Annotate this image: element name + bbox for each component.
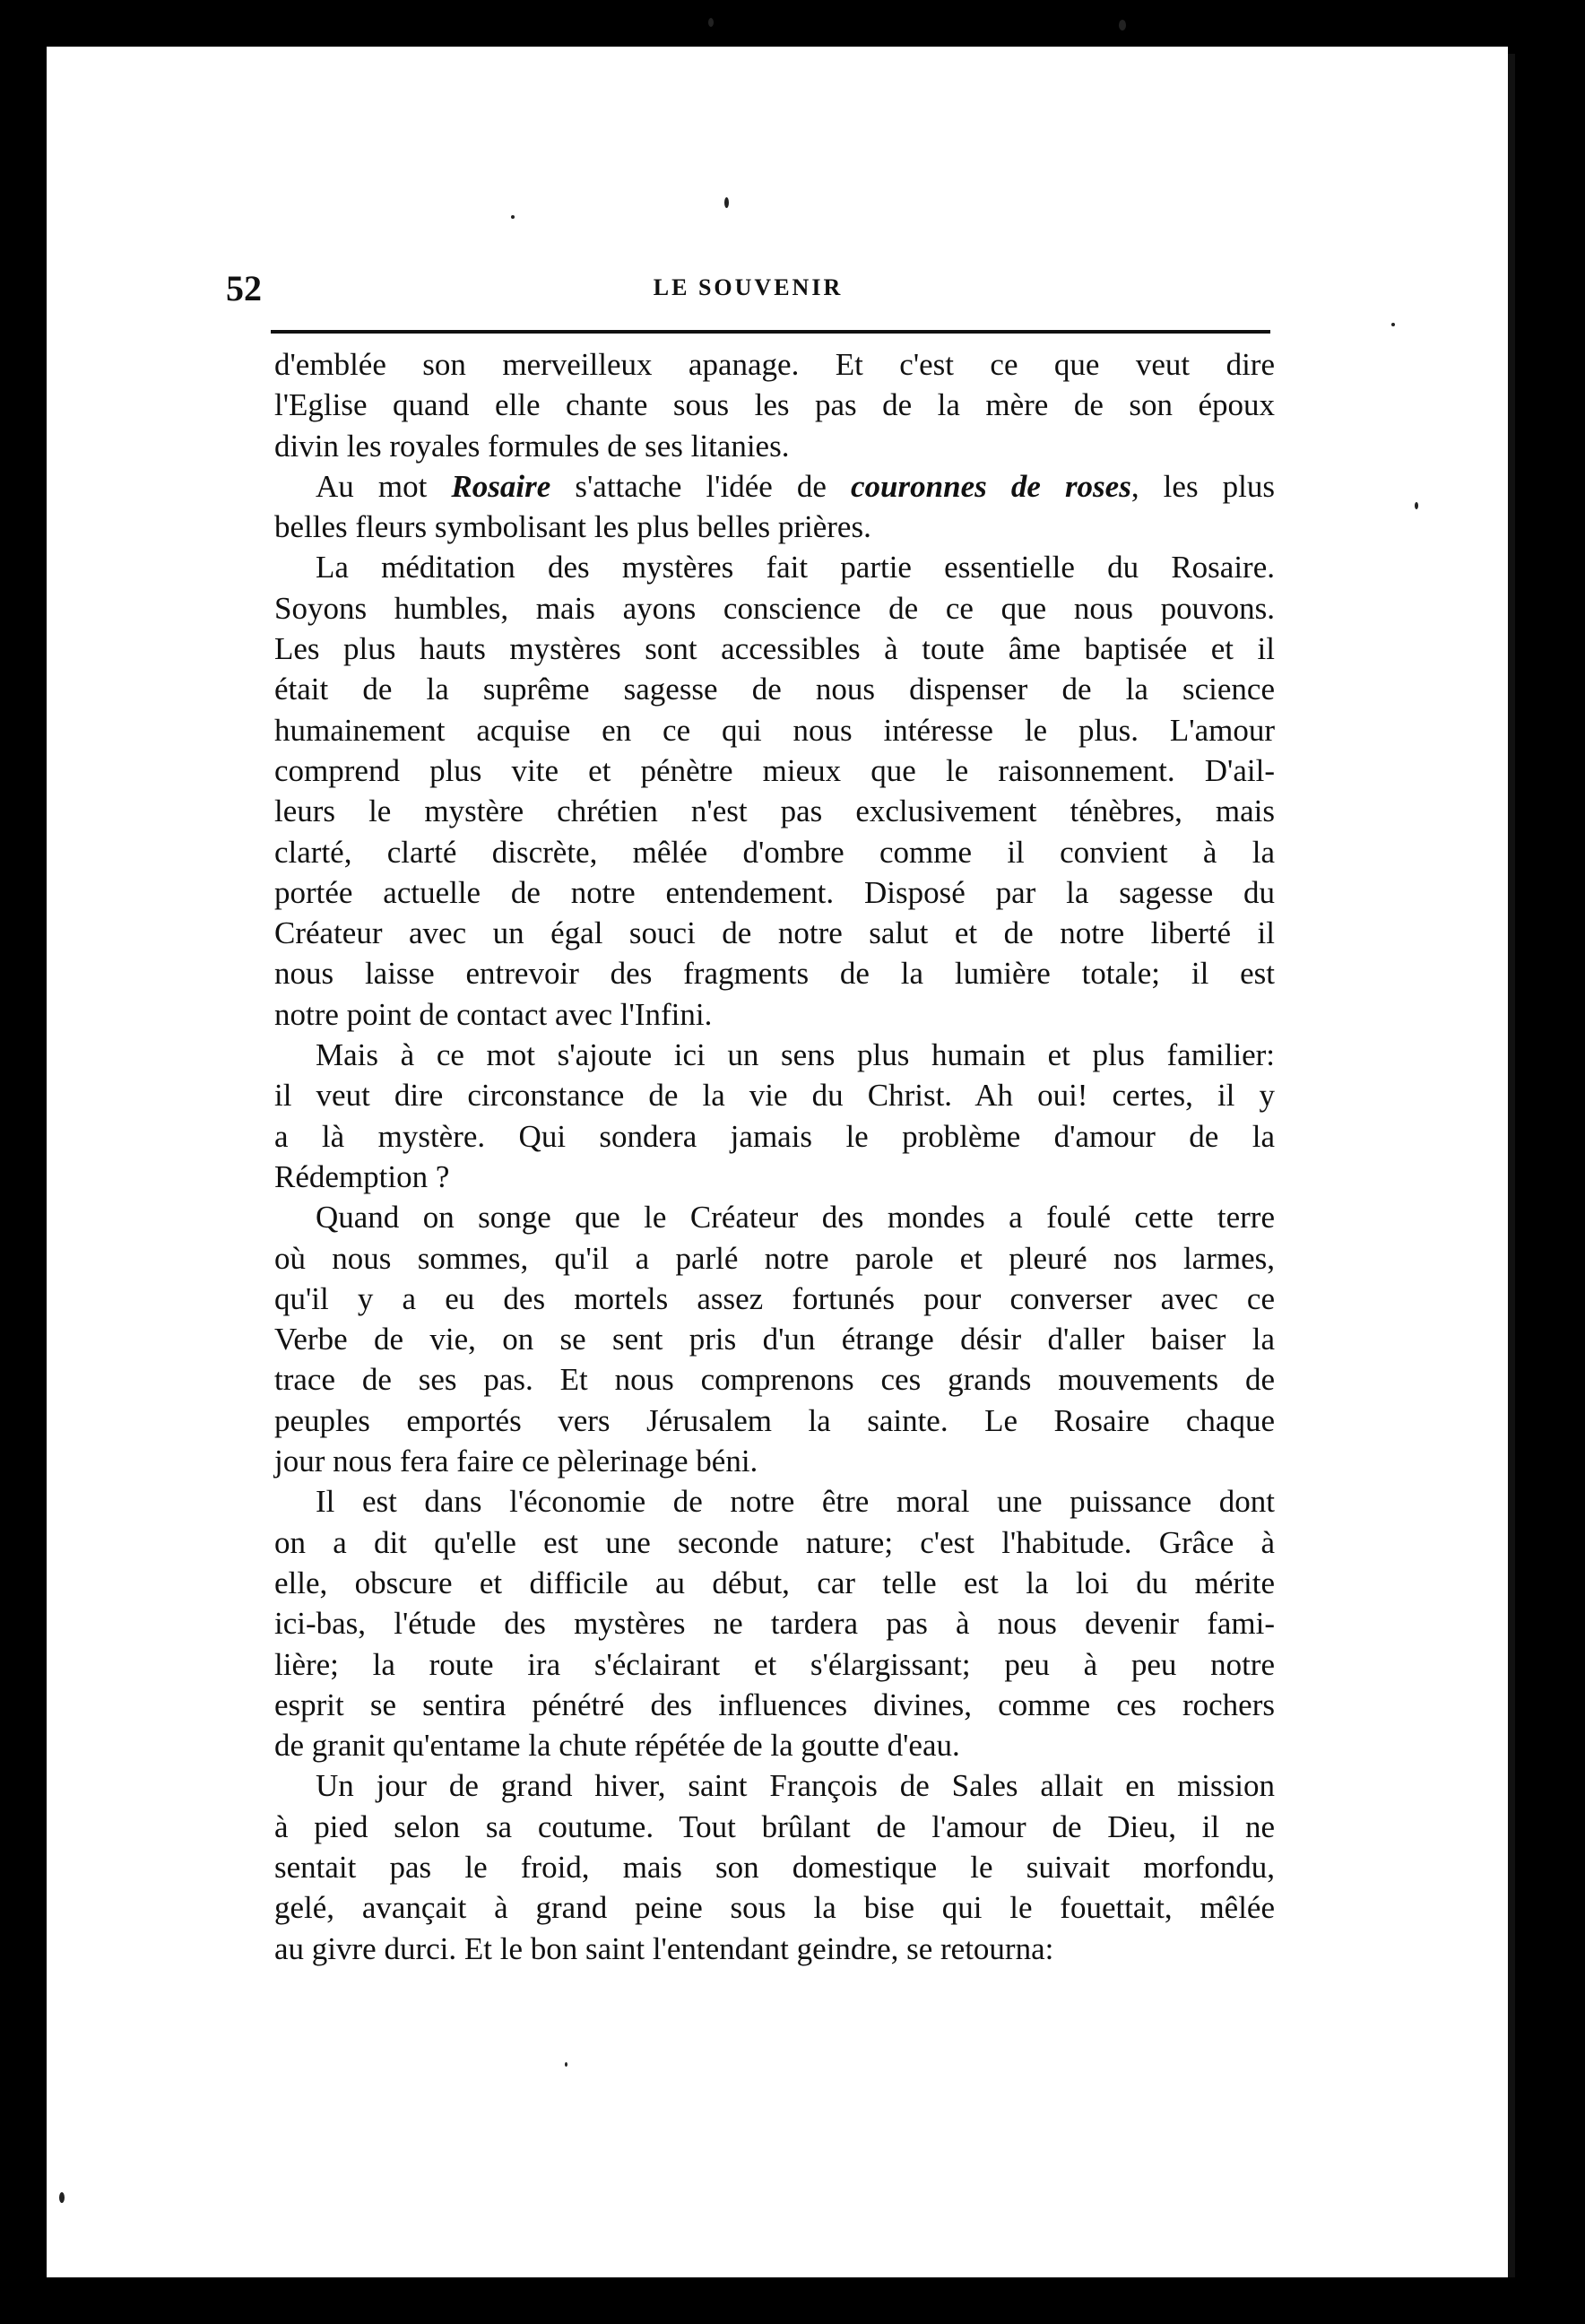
page-number: 52 xyxy=(226,268,262,308)
text-line: leurs le mystère chrétien n'est pas exclusivement ténèbres, mais xyxy=(274,793,1275,829)
text-segment: Au mot xyxy=(316,468,452,504)
page-header xyxy=(226,267,1270,321)
text-line: trace de ses pas. Et nous comprenons ces grands mouvements de xyxy=(274,1362,1275,1398)
text-line: portée actuelle de notre entendement. Disposé par la sagesse du xyxy=(274,874,1275,910)
text-line: qu'il y a eu des mortels assez fortunés pour converser avec ce xyxy=(274,1280,1275,1316)
scan-speck xyxy=(724,197,729,208)
text-line xyxy=(274,507,1275,547)
scan-speck xyxy=(1119,20,1126,30)
text-line: à pied selon sa coutume. Tout brûlant de l'amour de Dieu, il ne xyxy=(274,1808,1275,1844)
text-line: de granit qu'entame la chute répétée de la goutte d'eau. xyxy=(274,1728,960,1764)
text-segment: s'attache l'idée de xyxy=(550,468,852,504)
text-line: Verbe de vie, on se sent pris d'un étrange désir d'aller baiser la xyxy=(274,1322,1275,1357)
text-line: Un jour de grand hiver, saint François de Sales allait en mission xyxy=(316,1768,1275,1804)
text-line: humainement acquise en ce qui nous intéresse le plus. L'amour xyxy=(274,712,1275,748)
text-line: notre point de contact avec l'Infini. xyxy=(274,996,713,1032)
scan-speck xyxy=(708,18,714,27)
page-edge-shadow xyxy=(1508,54,1515,2277)
text-line: a là mystère. Qui sondera jamais le problème d'amour de la xyxy=(274,1118,1275,1154)
text-line: Rédemption ? xyxy=(274,1158,450,1194)
text-line: gelé, avançait à grand peine sous la bise qui le fouettait, mêlée xyxy=(274,1890,1275,1926)
text-line: comprend plus vite et pénètre mieux que le raisonnement. D'ail- xyxy=(274,752,1275,788)
text-line: divin les royales formules de ses litanies. xyxy=(274,428,790,464)
text-line: sentait pas le froid, mais son domestique le suivait morfondu, xyxy=(274,1849,1275,1885)
scan-speck xyxy=(59,2192,65,2203)
text-line: elle, obscure et difficile au début, car telle est la loi du mérite xyxy=(274,1565,1275,1600)
text-line: jour nous fera faire ce pèlerinage béni. xyxy=(274,1444,758,1479)
italic-phrase: Rosaire xyxy=(451,468,551,504)
text-line: lière; la route ira s'éclairant et s'élargissant; peu à peu notre xyxy=(274,1646,1275,1682)
text-line: ici-bas, l'étude des mystères ne tardera pas à nous devenir fami- xyxy=(274,1606,1275,1642)
text-line: Mais à ce mot s'ajoute ici un sens plus humain et plus familier: xyxy=(316,1037,1275,1073)
text-line: il veut dire circonstance de la vie du Christ. Ah oui! certes, il y xyxy=(274,1078,1275,1114)
text-line xyxy=(274,466,1275,507)
text-line: Les plus hauts mystères sont accessibles à toute âme baptisée et il xyxy=(274,631,1275,667)
text-line: nous laisse entrevoir des fragments de la lumière totale; il est xyxy=(274,956,1275,992)
text-line: l'Eglise quand elle chante sous les pas de la mère de son époux xyxy=(274,387,1275,423)
scan-speck xyxy=(1391,323,1395,326)
scan-speck xyxy=(511,215,515,219)
text-segment: belles fleurs symbolisant les plus belles prières. xyxy=(274,509,871,545)
text-line: on a dit qu'elle est une seconde nature; c'est l'habitude. Grâce à xyxy=(274,1524,1275,1560)
text-line: esprit se sentira pénétré des influences divines, comme ces rochers xyxy=(274,1687,1275,1722)
text-line: La méditation des mystères fait partie essentielle du Rosaire. xyxy=(316,550,1275,585)
text-line: était de la suprême sagesse de nous dispenser de la science xyxy=(274,672,1275,707)
text-line: Créateur avec un égal souci de notre salut et de notre liberté il xyxy=(274,915,1275,951)
italic-phrase: couronnes de roses xyxy=(851,468,1131,504)
scan-speck xyxy=(565,2062,567,2067)
text-line: clarté, clarté discrète, mêlée d'ombre comme il convient à la xyxy=(274,834,1275,870)
scan-speck xyxy=(1415,502,1418,509)
text-segment: , les plus xyxy=(1130,468,1275,504)
body-text xyxy=(274,344,1275,1969)
text-line: Il est dans l'économie de notre être moral une puissance dont xyxy=(316,1484,1275,1520)
text-line: Quand on songe que le Créateur des mondes a foulé cette terre xyxy=(316,1200,1275,1236)
text-line: au givre durci. Et le bon saint l'entendant geindre, se retourna: xyxy=(274,1930,1054,1966)
text-line: d'emblée son merveilleux apanage. Et c'est ce que veut dire xyxy=(274,347,1275,382)
text-line: où nous sommes, qu'il a parlé notre parole et pleuré nos larmes, xyxy=(274,1240,1275,1276)
text-line: peuples emportés vers Jérusalem la sainte. Le Rosaire chaque xyxy=(274,1402,1275,1438)
header-rule xyxy=(271,330,1270,334)
running-title: LE SOUVENIR xyxy=(653,274,844,300)
text-line: Soyons humbles, mais ayons conscience de ce que nous pouvons. xyxy=(274,590,1275,626)
